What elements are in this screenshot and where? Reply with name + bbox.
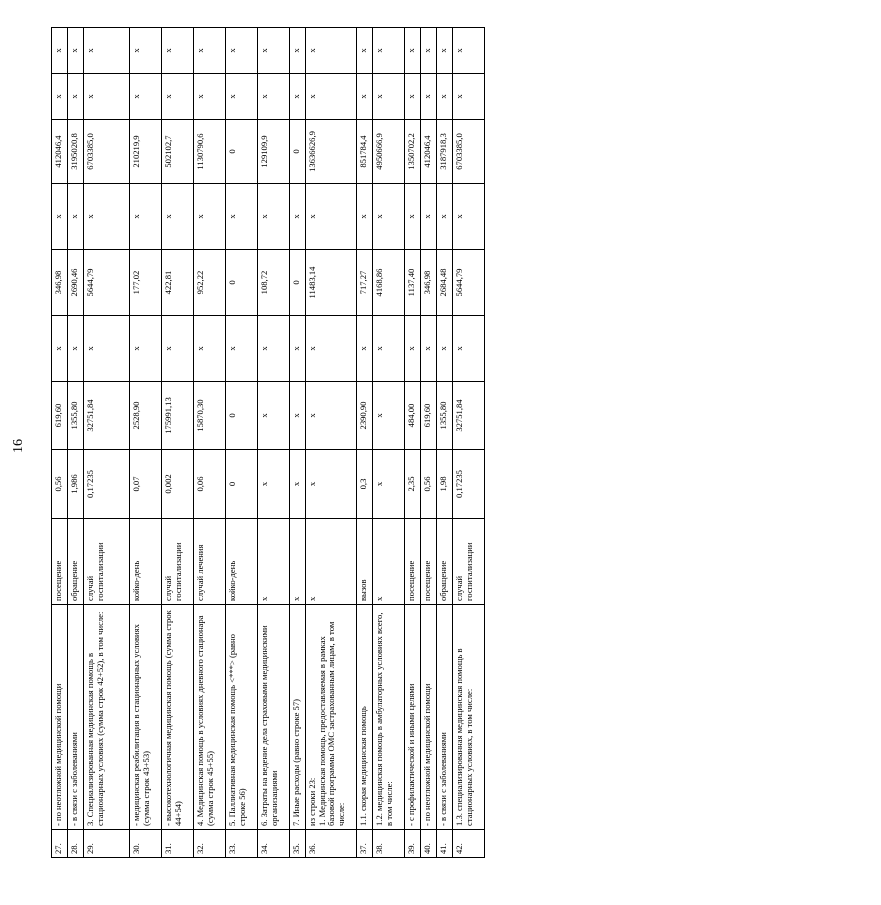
row-label-cell: 4. Медицинская помощь в условиях дневного стационара (сумма строк 45+55)	[194, 605, 226, 830]
table-cell: х	[405, 184, 421, 250]
row-number-cell: 41.	[437, 830, 453, 858]
row-label-cell: 3. Специализированная медицинская помощь в стационарных условиях (сумма строк 42+52), в том числе:	[84, 605, 130, 830]
table-cell: х	[68, 74, 84, 120]
row-number-cell: 28.	[68, 830, 84, 858]
table-cell: х	[306, 74, 357, 120]
table-cell: посещение	[421, 519, 437, 605]
table-cell: 0	[226, 450, 258, 519]
row-number-cell: 27.	[52, 830, 68, 858]
table-cell: 0,002	[162, 450, 194, 519]
row-number-cell: 31.	[162, 830, 194, 858]
table-cell: х	[84, 74, 130, 120]
table-cell: х	[306, 519, 357, 605]
table-cell: 2,35	[405, 450, 421, 519]
table-cell: 4168,86	[373, 250, 405, 316]
table-cell: 15870,30	[194, 382, 226, 450]
table-cell: х	[421, 28, 437, 74]
table-row	[306, 28, 357, 858]
table-row	[84, 28, 130, 858]
table-cell: 11483,14	[306, 250, 357, 316]
table-cell: 412046,4	[421, 120, 437, 184]
table-row	[421, 28, 437, 858]
table-cell: х	[194, 316, 226, 382]
table-cell: х	[357, 316, 373, 382]
table-cell: х	[52, 316, 68, 382]
data-table	[51, 27, 485, 858]
table-cell: х	[437, 74, 453, 120]
table-cell: 129109,9	[258, 120, 290, 184]
table-cell: 619,60	[52, 382, 68, 450]
table-cell: 5644,79	[453, 250, 485, 316]
table-cell: случай госпитализации	[84, 519, 130, 605]
table-cell: х	[373, 519, 405, 605]
table-cell: х	[357, 184, 373, 250]
table-cell: х	[226, 28, 258, 74]
table-row	[52, 28, 68, 858]
table-cell: х	[373, 450, 405, 519]
row-number-cell: 35.	[290, 830, 306, 858]
table-cell: 412046,4	[52, 120, 68, 184]
table-row	[405, 28, 421, 858]
table-cell: х	[52, 74, 68, 120]
table-cell: койко-день	[226, 519, 258, 605]
row-number-cell: 39.	[405, 830, 421, 858]
table-row	[194, 28, 226, 858]
row-number-cell: 38.	[373, 830, 405, 858]
table-cell: х	[194, 28, 226, 74]
table-cell: х	[194, 74, 226, 120]
row-label-cell: - по неотложной медицинской помощи	[421, 605, 437, 830]
row-label-cell: - в связи с заболеваниями	[437, 605, 453, 830]
row-number-cell: 30.	[130, 830, 162, 858]
table-cell: 210219,9	[130, 120, 162, 184]
table-cell: х	[437, 28, 453, 74]
table-cell: х	[290, 28, 306, 74]
table-cell: 0,06	[194, 450, 226, 519]
table-cell: 6703385,0	[84, 120, 130, 184]
table-cell: х	[453, 184, 485, 250]
table-row	[290, 28, 306, 858]
table-cell: х	[226, 74, 258, 120]
row-number-cell: 32.	[194, 830, 226, 858]
table-cell: х	[306, 382, 357, 450]
table-cell: х	[258, 316, 290, 382]
table-cell: х	[421, 184, 437, 250]
table-cell: 1355,80	[437, 382, 453, 450]
table-cell: х	[162, 74, 194, 120]
table-cell: 32751,84	[453, 382, 485, 450]
table-cell: х	[68, 28, 84, 74]
table-cell: х	[226, 184, 258, 250]
table-cell: 0	[290, 120, 306, 184]
table-cell: х	[130, 74, 162, 120]
table-cell: х	[405, 74, 421, 120]
table-cell: х	[373, 28, 405, 74]
table-cell: 851784,4	[357, 120, 373, 184]
table-cell: х	[162, 316, 194, 382]
table-cell: х	[453, 316, 485, 382]
row-label-cell: 7. Иные расходы (равно строке 57)	[290, 605, 306, 830]
table-body	[52, 28, 485, 858]
table-cell: х	[258, 184, 290, 250]
table-cell: х	[290, 316, 306, 382]
table-cell: 13636626,9	[306, 120, 357, 184]
table-cell: обращение	[437, 519, 453, 605]
table-row	[357, 28, 373, 858]
table-cell: х	[421, 316, 437, 382]
table-cell: х	[405, 316, 421, 382]
table-cell: 1,98	[437, 450, 453, 519]
table-row	[162, 28, 194, 858]
table-cell: х	[258, 519, 290, 605]
table-cell: х	[162, 28, 194, 74]
row-number-cell: 29.	[84, 830, 130, 858]
table-cell: х	[130, 184, 162, 250]
table-cell: 3187918,3	[437, 120, 453, 184]
row-number-cell: 33.	[226, 830, 258, 858]
table-cell: обращение	[68, 519, 84, 605]
table-cell: 717,27	[357, 250, 373, 316]
table-cell: х	[52, 28, 68, 74]
table-cell: 1350702,2	[405, 120, 421, 184]
table-cell: 0	[226, 382, 258, 450]
table-cell: 0,17235	[453, 450, 485, 519]
table-cell: х	[373, 316, 405, 382]
row-label-cell: 1.2. медицинская помощь в амбулаторных условиях всего, в том числе:	[373, 605, 405, 830]
row-number-cell: 36.	[306, 830, 357, 858]
row-label-cell: 5. Паллиативная медицинская помощь <***> (равно строке 56)	[226, 605, 258, 830]
table-cell: х	[357, 28, 373, 74]
table-cell: х	[437, 316, 453, 382]
row-label-cell: 6. Затраты на ведение дела страховыми медицинскими организациями	[258, 605, 290, 830]
table-cell: 32751,84	[84, 382, 130, 450]
table-cell: х	[84, 184, 130, 250]
table-cell: х	[130, 28, 162, 74]
table-cell: х	[84, 316, 130, 382]
table-cell: 0,56	[421, 450, 437, 519]
table-cell: 6703385,0	[453, 120, 485, 184]
table-cell: 0,17235	[84, 450, 130, 519]
table-cell: 3195020,8	[68, 120, 84, 184]
table-cell: случай госпитализации	[162, 519, 194, 605]
row-label-cell: - медицинская реабилитация в стационарных условиях (сумма строк 43+53)	[130, 605, 162, 830]
table-cell: х	[290, 519, 306, 605]
table-cell: х	[290, 184, 306, 250]
table-cell: х	[226, 316, 258, 382]
table-cell: х	[306, 316, 357, 382]
row-number-cell: 42.	[453, 830, 485, 858]
table-cell: х	[52, 184, 68, 250]
table-cell: 2684,48	[437, 250, 453, 316]
table-cell: 1355,80	[68, 382, 84, 450]
table-cell: 1130790,6	[194, 120, 226, 184]
table-cell: 0	[290, 250, 306, 316]
table-cell: 0	[226, 250, 258, 316]
table-cell: койко-день	[130, 519, 162, 605]
table-cell: х	[453, 28, 485, 74]
table-cell: х	[290, 382, 306, 450]
table-cell: х	[258, 28, 290, 74]
row-number-cell: 34.	[258, 830, 290, 858]
table-cell: х	[290, 74, 306, 120]
table-cell: 0	[226, 120, 258, 184]
table-cell: 422,81	[162, 250, 194, 316]
table-cell: х	[421, 74, 437, 120]
table-cell: 1,986	[68, 450, 84, 519]
table-row	[258, 28, 290, 858]
table-cell: 177,02	[130, 250, 162, 316]
table-cell: х	[437, 184, 453, 250]
table-cell: случай госпитализации	[453, 519, 485, 605]
row-label-cell: из строки 23: 1. Медицинская помощь, предоставляемая в рамках базовой программы ОМС застрахованным лицам, в том числе:	[306, 605, 357, 830]
table-cell: случай лечения	[194, 519, 226, 605]
row-label-cell: 1.3. специализированная медицинская помощь в стационарных условиях, в том числе:	[453, 605, 485, 830]
table-cell: х	[68, 184, 84, 250]
table-cell: 484,00	[405, 382, 421, 450]
row-label-cell: - в связи с заболеваниями	[68, 605, 84, 830]
row-label-cell: - высокотехнологичная медицинская помощь (сумма строк 44+54)	[162, 605, 194, 830]
table-cell: 1137,40	[405, 250, 421, 316]
table-cell: 2528,90	[130, 382, 162, 450]
table-cell: х	[258, 74, 290, 120]
table-cell: 5644,79	[84, 250, 130, 316]
table-cell: посещение	[405, 519, 421, 605]
table-row	[68, 28, 84, 858]
table-cell: х	[306, 450, 357, 519]
table-cell: х	[162, 184, 194, 250]
table-cell: х	[306, 184, 357, 250]
table-row	[373, 28, 405, 858]
row-label-cell: 1.1. скорая медицинская помощь	[357, 605, 373, 830]
row-number-cell: 37.	[357, 830, 373, 858]
table-cell: 175991,13	[162, 382, 194, 450]
table-cell: 108,72	[258, 250, 290, 316]
table-cell: 2690,46	[68, 250, 84, 316]
row-number-cell: 40.	[421, 830, 437, 858]
table-cell: посещение	[52, 519, 68, 605]
table-cell: х	[405, 28, 421, 74]
table-cell: 0,07	[130, 450, 162, 519]
table-cell: 619,60	[421, 382, 437, 450]
table-cell: х	[130, 316, 162, 382]
table-cell: 4950666,9	[373, 120, 405, 184]
table-row	[226, 28, 258, 858]
table-cell: вызов	[357, 519, 373, 605]
table-cell: х	[373, 184, 405, 250]
rotated-table-container	[51, 28, 591, 858]
table-cell: х	[258, 382, 290, 450]
table-cell: х	[194, 184, 226, 250]
page-number: 16	[11, 439, 26, 453]
table-cell: х	[68, 316, 84, 382]
table-row	[437, 28, 453, 858]
table-cell: х	[84, 28, 130, 74]
row-label-cell: - по неотложной медицинской помощи	[52, 605, 68, 830]
table-cell: 346,98	[421, 250, 437, 316]
table-cell: х	[290, 450, 306, 519]
row-label-cell: - с профилактической и иными целями	[405, 605, 421, 830]
table-cell: х	[373, 74, 405, 120]
document-page	[51, 28, 881, 854]
table-cell: 502102,7	[162, 120, 194, 184]
table-cell: х	[258, 450, 290, 519]
table-cell: х	[453, 74, 485, 120]
table-cell: 952,22	[194, 250, 226, 316]
table-cell: х	[357, 74, 373, 120]
table-cell: х	[373, 382, 405, 450]
table-cell: 346,98	[52, 250, 68, 316]
table-cell: 0,3	[357, 450, 373, 519]
table-row	[453, 28, 485, 858]
table-cell: 2390,90	[357, 382, 373, 450]
table-cell: 0,56	[52, 450, 68, 519]
table-row	[130, 28, 162, 858]
table-cell: х	[306, 28, 357, 74]
